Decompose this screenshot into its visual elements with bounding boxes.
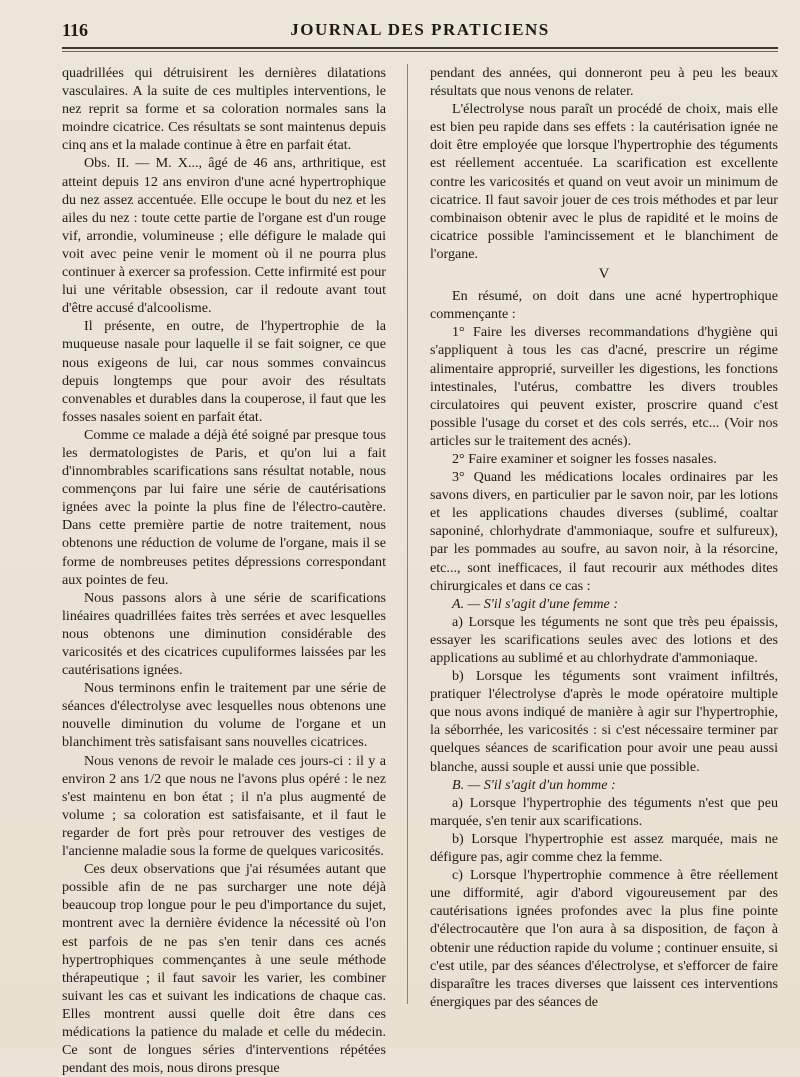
list-item: c) Lorsque l'hypertrophie commence à être réellement une difformité, agir d'abord vigoureusement par des cautérisations ignées profondes avec la plus fine pointe d'électrocautère que l'on aura à sa disposition, de façon à obtenir une réduction rapide du volume ; continuer ensuite, si c'est utile, par des séances d'électrolyse, et s'efforcer de faire disparaître les traces diverses que laissent ces interventions énergiques par des séances de [430, 867, 778, 1010]
list-item: a) Lorsque les téguments ne sont que très peu épaissis, essayer les scarifications seules avec des lotions et des applications au sublimé et au chlorhydrate d'ammoniaque. [430, 613, 778, 666]
paragraph: Ces deux observations que j'ai résumées autant que possible afin de ne pas surcharger une note déjà beaucoup trop longue pour le peu d'importance du sujet, montrent avec la dernière évidence la nécessité où l'on est parfois de ne pas s'en tenir dans ces acnés hypertrophiques commençantes à une seule méthode thérapeutique ; il faut savoir les varier, les combiner suivant les cas et suivant les indications de chaque cas. Elles montrent aussi quelle doit être dans ces médications la patience du malade et celle du médecin. Ce sont de longues séries d'interventions répétées pendant des mois, nous dirons presque [62, 861, 386, 1077]
right-column [430, 64, 778, 1011]
paragraph: quadrillées qui détruisirent les dernières dilatations vasculaires. A la suite de ces multiples interventions, le nez reprit sa forme et sa coloration normales sans la moindre cicatrice. Ces résultats se sont maintenus depuis cinq ans et la malade continue à être en parfait état. [62, 65, 386, 154]
list-item: b) Lorsque l'hypertrophie est assez marquée, mais ne défigure pas, agir comme chez la femme. [430, 830, 778, 866]
page-number: 116 [62, 20, 89, 40]
subsection-heading-a-text: A. — S'il s'agit d'une femme : [452, 595, 619, 612]
section-number: V [598, 266, 610, 283]
paragraph: pendant des années, qui donneront peu à peu les beaux résultats que nous venons de relater. [430, 65, 778, 100]
journal-title: JOURNAL DES PRATICIENS [290, 20, 550, 39]
header-rule [62, 47, 778, 49]
paragraph: Nous venons de revoir le malade ces jours-ci : il y a environ 2 ans 1/2 que nous ne l'avons plus opéré : le nez s'est maintenu en bon état ; il n'a plus augmenté de volume ; sa coloration est satisfaisante, et il faut le regarder de fort près pour retrouver des vestiges de l'ancienne maladie sous la forme de quelques varicosités. [62, 752, 386, 860]
header-rule-thin [62, 51, 778, 52]
subsection-heading-a [430, 595, 778, 613]
paragraph: En résumé, on doit dans une acné hypertrophique commençante : [430, 288, 778, 323]
paragraph-obs-2: Obs. II. — M. X..., âgé de 46 ans, arthritique, est atteint depuis 12 ans environ d'une acné hypertrophique du nez assez accentuée. Elle occupe le bout du nez et les ailes du nez : toute cette partie de l'organe est d'un rouge vif, arrondie, volumineuse ; elle défigure le malade qui voit avec peine venir le moment où il ne pourra plus continuer à exercer sa profession. Cette infirmité est pour lui une véritable obsession, car il redoute avant tout d'être accusé d'alcoolisme. [62, 155, 386, 317]
list-item: 1° Faire les diverses recommandations d'hygiène qui s'appliquent à tous les cas d'acné, prescrire un régime alimentaire approprié, surveiller les digestions, les fonctions intestinales, l'utérus, combattre les divers troubles circulatoires qui peuvent exister, proscrire quand c'est possible l'usage du corset et des cols serrés, etc... (Voir nos articles sur le traitement des acnés). [430, 324, 778, 449]
paragraph: Nous passons alors à une série de scarifications linéaires quadrillées faites très serrées et avec lesquelles nous obtenons une diminution considérable des varicosités et des cicatrices cupuliformes laissées par les cautérisations ignées. [62, 589, 386, 679]
paragraph: Il présente, en outre, de l'hypertrophie de la muqueuse nasale pour laquelle il se fait soigner, ce que nous exigeons de lui, car nous sommes convaincus depuis longtemps que pour avoir des résultats convenables et durables dans la couperose, il faut que les fosses nasales soient en parfait état. [62, 318, 386, 425]
paragraph: Comme ce malade a déjà été soigné par presque tous les dermatologistes de Paris, et qu'on lui a fait d'innombrables scarifications sans résultat notable, nous commençons par lui faire une série de cautérisations ignées avec la pointe la plus fine de l'électro-cautère. Dans cette première partie de notre traitement, nous obtenons une réduction de volume de l'organe, mais il se forme de nombreuses petites dépressions correspondant aux pointes de feu. [62, 426, 386, 588]
list-item: 3° Quand les médications locales ordinaires par les savons divers, en particulier par le savon noir, par les lotions et les applications chaudes diverses (sublimé, coaltar saponiné, chlorhydrate d'ammoniaque, soufre et sulfureux), par les pommades au soufre, au savon noir, à la résorcine, etc..., sont inefficaces, il faut recourir aux méthodes dites chirurgicales et dans ce cas : [430, 469, 778, 594]
paragraph: L'électrolyse nous paraît un procédé de choix, mais elle est bien peu rapide dans ses effets : la cautérisation ignée ne doit être employée que lorsque l'hypertrophie des téguments est réellement accentuée. La scarification est excellente contre les varicosités et quand on veut avoir un minimum de cicatrice. Il faut savoir jouer de ces trois méthodes et par leur combinaison obtenir avec le plus de rapidité et le moins de cicatrice possible l'amincissement et le blanchiment de l'organe. [430, 101, 778, 262]
page-header [62, 20, 778, 46]
list-item: 2° Faire examiner et soigner les fosses nasales. [452, 450, 717, 467]
list-item: b) Lorsque les téguments sont vraiment infiltrés, pratiquer l'électrolyse d'après le mode opératoire multiple que nous avons indiqué de manière à agir sur l'hypertrophie, la séborrhée, les varicosités : si c'est nécessaire terminer par quelques séances de scarification pour avoir une peau aussi blanche, aussi souple et aussi unie que possible. [430, 668, 778, 775]
subsection-heading-b-text: B. — S'il s'agit d'un homme : [452, 776, 616, 793]
column-divider [407, 64, 408, 1004]
subsection-heading-b [430, 776, 778, 794]
left-column [62, 64, 386, 1077]
list-item: a) Lorsque l'hypertrophie des téguments n'est que peu marquée, s'en tenir aux scarifications. [430, 794, 778, 829]
paragraph: Nous terminons enfin le traitement par une série de séances d'électrolyse avec lesquelles nous obtenons une nouvelle diminution du volume de l'organe et un blanchiment très satisfaisant sans nouvelles cicatrices. [62, 680, 386, 751]
